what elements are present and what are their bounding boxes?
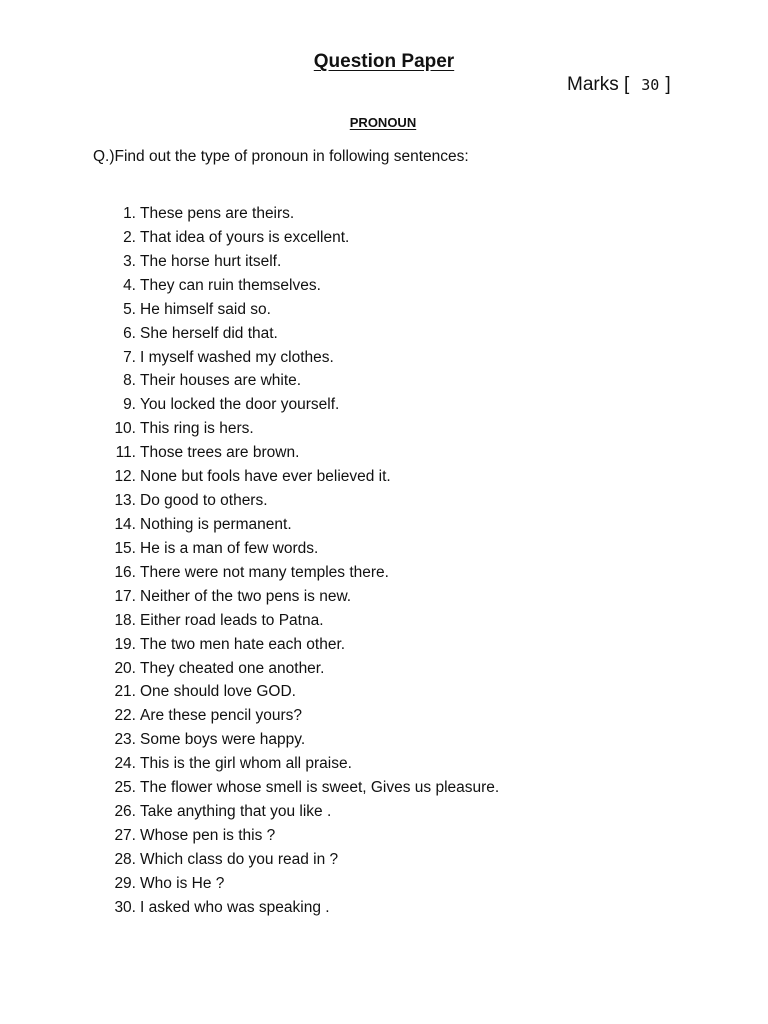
question-item xyxy=(0,489,768,513)
question-item xyxy=(0,537,768,561)
question-item xyxy=(0,872,768,896)
question-item xyxy=(0,776,768,800)
question-item xyxy=(0,226,768,250)
question-item-number: 16. xyxy=(114,563,136,581)
question-item xyxy=(0,465,768,489)
question-item-number: 29. xyxy=(114,874,136,892)
question-item-text: Nothing is permanent. xyxy=(140,515,292,533)
question-item xyxy=(0,896,768,920)
question-item xyxy=(0,848,768,872)
question-item-text: This is the girl whom all praise. xyxy=(140,755,352,773)
question-list xyxy=(0,202,768,920)
question-item-number: 27. xyxy=(114,826,136,844)
question-item-number: 2. xyxy=(123,228,136,246)
question-item-number: 28. xyxy=(114,850,136,868)
question-item-text: He is a man of few words. xyxy=(140,539,319,557)
question-item xyxy=(0,417,768,441)
question-item-number: 23. xyxy=(114,731,136,749)
question-item-number: 26. xyxy=(114,803,136,821)
question-item-number: 14. xyxy=(114,515,136,533)
question-item-text: They can ruin themselves. xyxy=(140,276,321,294)
question-item xyxy=(0,513,768,537)
marks-value: 30 xyxy=(641,76,660,94)
marks-label-text: Marks [ xyxy=(567,74,630,95)
question-item-text: Some boys were happy. xyxy=(140,731,306,749)
section-subtitle: PRONOUN xyxy=(349,115,417,130)
question-item-text: Those trees are brown. xyxy=(140,444,300,462)
question-item-text: None but fools have ever believed it. xyxy=(140,468,391,486)
question-item xyxy=(0,369,768,393)
question-item-number: 30. xyxy=(114,898,136,916)
question-item-text: That idea of yours is excellent. xyxy=(140,228,350,246)
question-item-number: 8. xyxy=(123,372,136,390)
question-item-number: 20. xyxy=(114,659,136,677)
question-item-number: 22. xyxy=(114,707,136,725)
question-item-text: Are these pencil yours? xyxy=(140,707,302,725)
question-item-text: Take anything that you like . xyxy=(140,803,332,821)
question-item-number: 11. xyxy=(115,444,136,462)
question-item-number: 18. xyxy=(114,611,136,629)
question-item-text: I asked who was speaking . xyxy=(140,898,330,916)
question-item-text: You locked the door yourself. xyxy=(140,396,340,414)
question-item-number: 1. xyxy=(123,205,136,222)
question-item xyxy=(0,704,768,728)
question-item-text: Their houses are white. xyxy=(140,372,302,390)
page-title: Question Paper xyxy=(313,51,455,72)
question-item xyxy=(0,346,768,370)
question-item xyxy=(0,585,768,609)
question-item-text: Whose pen is this ? xyxy=(140,826,276,844)
question-item xyxy=(0,752,768,776)
question-item xyxy=(0,298,768,322)
question-item xyxy=(0,322,768,346)
question-item-text: She herself did that. xyxy=(140,324,278,342)
question-item-text: One should love GOD. xyxy=(140,683,296,701)
question-item xyxy=(0,250,768,274)
question-item-text: Which class do you read in ? xyxy=(140,850,339,868)
question-item-number: 7. xyxy=(123,348,136,366)
question-item-text: The two men hate each other. xyxy=(140,635,346,653)
question-item-text: I myself washed my clothes. xyxy=(140,348,334,366)
question-item xyxy=(0,824,768,848)
question-item xyxy=(0,274,768,298)
question-item-text: The flower whose smell is sweet, Gives us pleasure. xyxy=(140,779,500,797)
question-item xyxy=(0,680,768,704)
question-item-number: 21. xyxy=(114,683,136,701)
question-item-text: Do good to others. xyxy=(140,492,268,510)
question-item xyxy=(0,561,768,585)
question-item-text: There were not many temples there. xyxy=(140,563,389,581)
question-item-text: These pens are theirs. xyxy=(140,205,295,222)
question-item-number: 10. xyxy=(114,420,136,438)
marks-label xyxy=(567,74,671,96)
question-item-number: 4. xyxy=(123,276,136,294)
question-item xyxy=(0,393,768,417)
question-item-number: 13. xyxy=(114,492,136,510)
question-item-number: 24. xyxy=(114,755,136,773)
question-item-number: 5. xyxy=(123,300,136,318)
question-item-number: 6. xyxy=(123,324,136,342)
question-item-text: This ring is hers. xyxy=(140,420,254,438)
marks-close-bracket: ] xyxy=(665,74,671,95)
question-item xyxy=(0,633,768,657)
question-item-text: He himself said so. xyxy=(140,300,271,318)
question-item xyxy=(0,800,768,824)
question-item-text: Either road leads to Patna. xyxy=(140,611,324,629)
question-item-text: Who is He ? xyxy=(140,874,225,892)
question-item xyxy=(0,609,768,633)
question-item xyxy=(0,202,768,226)
question-item xyxy=(0,441,768,465)
question-item-number: 9. xyxy=(123,396,136,414)
question-item-number: 19. xyxy=(114,635,136,653)
question-item-number: 25. xyxy=(114,779,136,797)
question-item-number: 3. xyxy=(123,252,136,270)
question-item-text: Neither of the two pens is new. xyxy=(140,587,352,605)
question-item-number: 17. xyxy=(114,587,136,605)
question-item-number: 12. xyxy=(114,468,136,486)
question-item-text: The horse hurt itself. xyxy=(140,252,282,270)
question-item-number: 15. xyxy=(114,539,136,557)
question-item xyxy=(0,657,768,681)
question-item-text: They cheated one another. xyxy=(140,659,325,677)
question-instruction: Q.)Find out the type of pronoun in following sentences: xyxy=(93,148,469,165)
question-item xyxy=(0,728,768,752)
